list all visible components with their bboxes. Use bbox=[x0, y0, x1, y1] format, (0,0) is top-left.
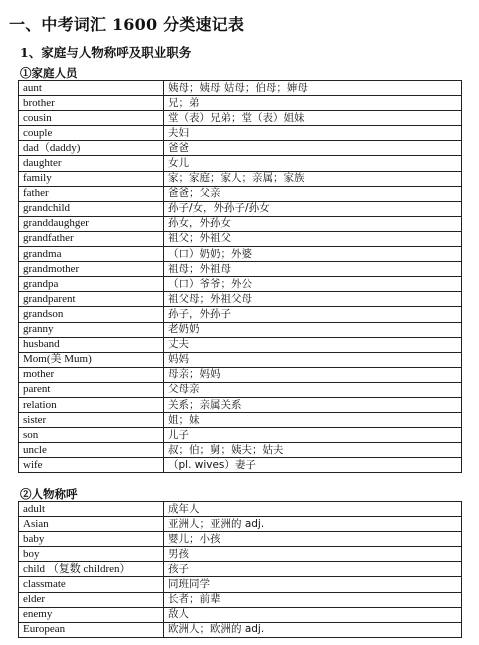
table-row bbox=[19, 337, 462, 352]
chinese-meaning-cell: 孙子/女，外孙子/孙女 bbox=[164, 201, 462, 216]
chinese-meaning-cell: 叔；伯；舅；姨夫；姑夫 bbox=[164, 443, 462, 458]
english-word-cell: Mom(美 Mum) bbox=[19, 352, 164, 367]
chinese-meaning-cell: 堂（表）兄弟；堂（表）姐妹 bbox=[164, 111, 462, 126]
english-word-cell: classmate bbox=[19, 577, 164, 592]
english-word-cell: family bbox=[19, 171, 164, 186]
english-word-cell: parent bbox=[19, 382, 164, 397]
chinese-meaning-cell: 儿子 bbox=[164, 428, 462, 443]
chinese-meaning-cell: 丈夫 bbox=[164, 337, 462, 352]
english-word-cell: granddaughger bbox=[19, 216, 164, 231]
table-row bbox=[19, 352, 462, 367]
chinese-meaning-cell: 祖母；外祖母 bbox=[164, 262, 462, 277]
english-word-cell: grandson bbox=[19, 307, 164, 322]
chinese-meaning-cell: 老奶奶 bbox=[164, 322, 462, 337]
chinese-meaning-cell: 女儿 bbox=[164, 156, 462, 171]
english-word-cell: uncle bbox=[19, 443, 164, 458]
document-title: 一、中考词汇 1600 分类速记表 bbox=[9, 15, 245, 34]
table-row bbox=[19, 171, 462, 186]
english-word-cell: mother bbox=[19, 367, 164, 382]
table-row bbox=[19, 502, 462, 517]
english-word-cell: wife bbox=[19, 458, 164, 473]
table-row bbox=[19, 247, 462, 262]
chinese-meaning-cell: 孙女，外孙女 bbox=[164, 216, 462, 231]
english-word-cell: husband bbox=[19, 337, 164, 352]
chinese-meaning-cell: （口）爷爷；外公 bbox=[164, 277, 462, 292]
chinese-meaning-cell: 妈妈 bbox=[164, 352, 462, 367]
english-word-cell: relation bbox=[19, 397, 164, 412]
english-word-cell: brother bbox=[19, 96, 164, 111]
chinese-meaning-cell: （口）奶奶；外婆 bbox=[164, 247, 462, 262]
subsection-label-family: ①家庭人员 bbox=[20, 66, 78, 80]
english-word-cell: grandfather bbox=[19, 231, 164, 246]
chinese-meaning-cell: 家；家庭；家人；亲属；家族 bbox=[164, 171, 462, 186]
chinese-meaning-cell: 祖父母；外祖父母 bbox=[164, 292, 462, 307]
section-heading: 1、家庭与人物称呼及职业职务 bbox=[20, 45, 192, 60]
chinese-meaning-cell: 姐；妹 bbox=[164, 413, 462, 428]
english-word-cell: grandmother bbox=[19, 262, 164, 277]
chinese-meaning-cell: 长者；前辈 bbox=[164, 592, 462, 607]
table-row bbox=[19, 231, 462, 246]
table-row bbox=[19, 322, 462, 337]
table-row bbox=[19, 111, 462, 126]
table-row bbox=[19, 367, 462, 382]
english-word-cell: aunt bbox=[19, 81, 164, 96]
chinese-meaning-cell: 父母亲 bbox=[164, 382, 462, 397]
english-word-cell: father bbox=[19, 186, 164, 201]
chinese-meaning-cell: 亚洲人；亚洲的 adj. bbox=[164, 517, 462, 532]
table-row bbox=[19, 547, 462, 562]
english-word-cell: grandchild bbox=[19, 201, 164, 216]
english-word-cell: Asian bbox=[19, 517, 164, 532]
chinese-meaning-cell: 成年人 bbox=[164, 502, 462, 517]
table-row bbox=[19, 413, 462, 428]
table-row bbox=[19, 562, 462, 577]
table-row bbox=[19, 96, 462, 111]
table-row bbox=[19, 186, 462, 201]
table-row bbox=[19, 216, 462, 231]
subsection-label-people: ②人物称呼 bbox=[20, 487, 78, 501]
table-row bbox=[19, 382, 462, 397]
chinese-meaning-cell: 孩子 bbox=[164, 562, 462, 577]
english-word-cell: sister bbox=[19, 413, 164, 428]
table-row bbox=[19, 307, 462, 322]
english-word-cell: boy bbox=[19, 547, 164, 562]
chinese-meaning-cell: 兄；弟 bbox=[164, 96, 462, 111]
english-word-cell: dad（daddy) bbox=[19, 141, 164, 156]
table-row bbox=[19, 443, 462, 458]
table-row bbox=[19, 262, 462, 277]
chinese-meaning-cell: 祖父；外祖父 bbox=[164, 231, 462, 246]
chinese-meaning-cell: 夫妇 bbox=[164, 126, 462, 141]
english-word-cell: grandpa bbox=[19, 277, 164, 292]
english-word-cell: grandma bbox=[19, 247, 164, 262]
table-row bbox=[19, 607, 462, 622]
english-word-cell: grandparent bbox=[19, 292, 164, 307]
english-word-cell: granny bbox=[19, 322, 164, 337]
chinese-meaning-cell: 孙子，外孙子 bbox=[164, 307, 462, 322]
english-word-cell: elder bbox=[19, 592, 164, 607]
table-row bbox=[19, 532, 462, 547]
table-row bbox=[19, 156, 462, 171]
english-word-cell: enemy bbox=[19, 607, 164, 622]
chinese-meaning-cell: 婴儿；小孩 bbox=[164, 532, 462, 547]
table-row bbox=[19, 292, 462, 307]
english-word-cell: cousin bbox=[19, 111, 164, 126]
table-row bbox=[19, 622, 462, 637]
vocab-table-family bbox=[18, 80, 462, 473]
chinese-meaning-cell: （pl. wives）妻子 bbox=[164, 458, 462, 473]
english-word-cell: baby bbox=[19, 532, 164, 547]
english-word-cell: son bbox=[19, 428, 164, 443]
english-word-cell: adult bbox=[19, 502, 164, 517]
table-row bbox=[19, 517, 462, 532]
chinese-meaning-cell: 敌人 bbox=[164, 607, 462, 622]
table-row bbox=[19, 126, 462, 141]
chinese-meaning-cell: 姨母；姨母 姑母；伯母；婶母 bbox=[164, 81, 462, 96]
chinese-meaning-cell: 同班同学 bbox=[164, 577, 462, 592]
table-row bbox=[19, 592, 462, 607]
table-row bbox=[19, 81, 462, 96]
english-word-cell: daughter bbox=[19, 156, 164, 171]
table-row bbox=[19, 201, 462, 216]
table-row bbox=[19, 277, 462, 292]
table-row bbox=[19, 458, 462, 473]
chinese-meaning-cell: 欧洲人；欧洲的 adj. bbox=[164, 622, 462, 637]
english-word-cell: child （复数 children） bbox=[19, 562, 164, 577]
table-row bbox=[19, 428, 462, 443]
chinese-meaning-cell: 男孩 bbox=[164, 547, 462, 562]
english-word-cell: couple bbox=[19, 126, 164, 141]
table-row bbox=[19, 577, 462, 592]
chinese-meaning-cell: 母亲；妈妈 bbox=[164, 367, 462, 382]
table-row bbox=[19, 141, 462, 156]
chinese-meaning-cell: 爸爸；父亲 bbox=[164, 186, 462, 201]
table-row bbox=[19, 397, 462, 412]
chinese-meaning-cell: 关系；亲属关系 bbox=[164, 397, 462, 412]
vocab-table-people bbox=[18, 501, 462, 638]
chinese-meaning-cell: 爸爸 bbox=[164, 141, 462, 156]
english-word-cell: European bbox=[19, 622, 164, 637]
